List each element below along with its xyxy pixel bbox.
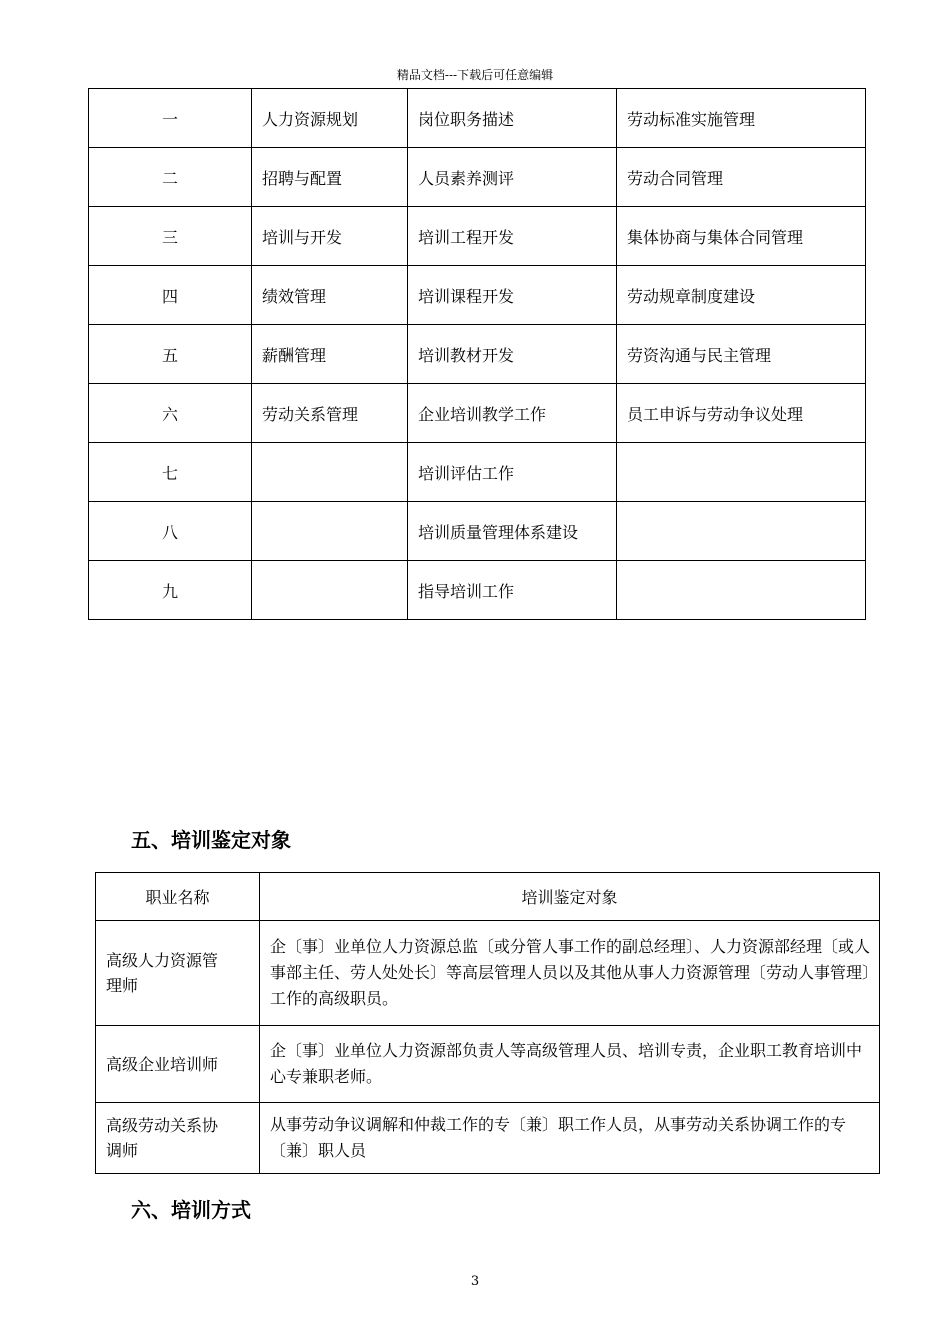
training-targets-table bbox=[95, 872, 880, 1174]
module-cell: 培训与开发 bbox=[252, 207, 408, 266]
row-number-cell: 二 bbox=[89, 148, 252, 207]
row-number-cell: 九 bbox=[89, 561, 252, 620]
table-row bbox=[89, 207, 866, 266]
job-title-text: 高级人力资源管理师 bbox=[106, 951, 219, 995]
table-row bbox=[89, 443, 866, 502]
training-module-cell: 人员素养测评 bbox=[408, 148, 617, 207]
training-module-cell: 培训工程开发 bbox=[408, 207, 617, 266]
training-module-cell: 企业培训教学工作 bbox=[408, 384, 617, 443]
module-cell: 绩效管理 bbox=[252, 266, 408, 325]
training-module-cell: 岗位职务描述 bbox=[408, 89, 617, 148]
module-cell: 劳动关系管理 bbox=[252, 384, 408, 443]
training-module-cell: 培训质量管理体系建设 bbox=[408, 502, 617, 561]
target-description-cell: 企〔事〕业单位人力资源总监〔或分管人事工作的副总经理〕、人力资源部经理〔或人事部主任、劳人处处长〕等高层管理人员以及其他从事人力资源管理〔劳动人事管理〕工作的高级职员。 bbox=[260, 921, 880, 1026]
section-title-training-method: 六、培训方式 bbox=[131, 1198, 251, 1222]
table-row bbox=[89, 148, 866, 207]
training-module-cell: 培训教材开发 bbox=[408, 325, 617, 384]
job-title-cell bbox=[96, 1103, 260, 1174]
training-module-cell: 培训课程开发 bbox=[408, 266, 617, 325]
labor-module-cell: 劳动标准实施管理 bbox=[617, 89, 866, 148]
labor-module-cell: 员工申诉与劳动争议处理 bbox=[617, 384, 866, 443]
table-row bbox=[96, 1026, 880, 1103]
row-number-cell: 五 bbox=[89, 325, 252, 384]
page-number: 3 bbox=[470, 1274, 480, 1289]
table-row bbox=[89, 561, 866, 620]
table-row bbox=[89, 502, 866, 561]
row-number-cell: 四 bbox=[89, 266, 252, 325]
labor-module-cell bbox=[617, 561, 866, 620]
module-cell bbox=[252, 443, 408, 502]
table-row bbox=[89, 89, 866, 148]
row-number-cell: 七 bbox=[89, 443, 252, 502]
job-title-cell: 高级企业培训师 bbox=[96, 1026, 260, 1103]
column-header-job-title: 职业名称 bbox=[96, 873, 260, 921]
job-title-cell bbox=[96, 921, 260, 1026]
table-header-row bbox=[96, 873, 880, 921]
labor-module-cell: 集体协商与集体合同管理 bbox=[617, 207, 866, 266]
module-cell bbox=[252, 502, 408, 561]
labor-module-cell: 劳动规章制度建设 bbox=[617, 266, 866, 325]
target-description-cell: 企〔事〕业单位人力资源部负责人等高级管理人员、培训专责，企业职工教育培训中心专兼职老师。 bbox=[260, 1026, 880, 1103]
row-number-cell: 八 bbox=[89, 502, 252, 561]
module-cell: 薪酬管理 bbox=[252, 325, 408, 384]
table-row bbox=[89, 325, 866, 384]
training-module-cell: 指导培训工作 bbox=[408, 561, 617, 620]
module-cell: 招聘与配置 bbox=[252, 148, 408, 207]
table-row bbox=[96, 1103, 880, 1174]
row-number-cell: 一 bbox=[89, 89, 252, 148]
page-header: 精品文档---下载后可任意编辑 bbox=[396, 68, 554, 82]
labor-module-cell bbox=[617, 502, 866, 561]
module-cell: 人力资源规划 bbox=[252, 89, 408, 148]
row-number-cell: 六 bbox=[89, 384, 252, 443]
job-title-text: 高级劳动关系协调师 bbox=[106, 1116, 219, 1160]
labor-module-cell: 劳动合同管理 bbox=[617, 148, 866, 207]
row-number-cell: 三 bbox=[89, 207, 252, 266]
modules-table bbox=[88, 88, 866, 620]
training-module-cell: 培训评估工作 bbox=[408, 443, 617, 502]
labor-module-cell bbox=[617, 443, 866, 502]
module-cell bbox=[252, 561, 408, 620]
labor-module-cell: 劳资沟通与民主管理 bbox=[617, 325, 866, 384]
section-title-training-targets: 五、培训鉴定对象 bbox=[131, 828, 291, 852]
table-row bbox=[96, 921, 880, 1026]
column-header-target: 培训鉴定对象 bbox=[260, 873, 880, 921]
table-row bbox=[89, 384, 866, 443]
target-description-cell: 从事劳动争议调解和仲裁工作的专〔兼〕职工作人员，从事劳动关系协调工作的专〔兼〕职人员 bbox=[260, 1103, 880, 1174]
table-row bbox=[89, 266, 866, 325]
